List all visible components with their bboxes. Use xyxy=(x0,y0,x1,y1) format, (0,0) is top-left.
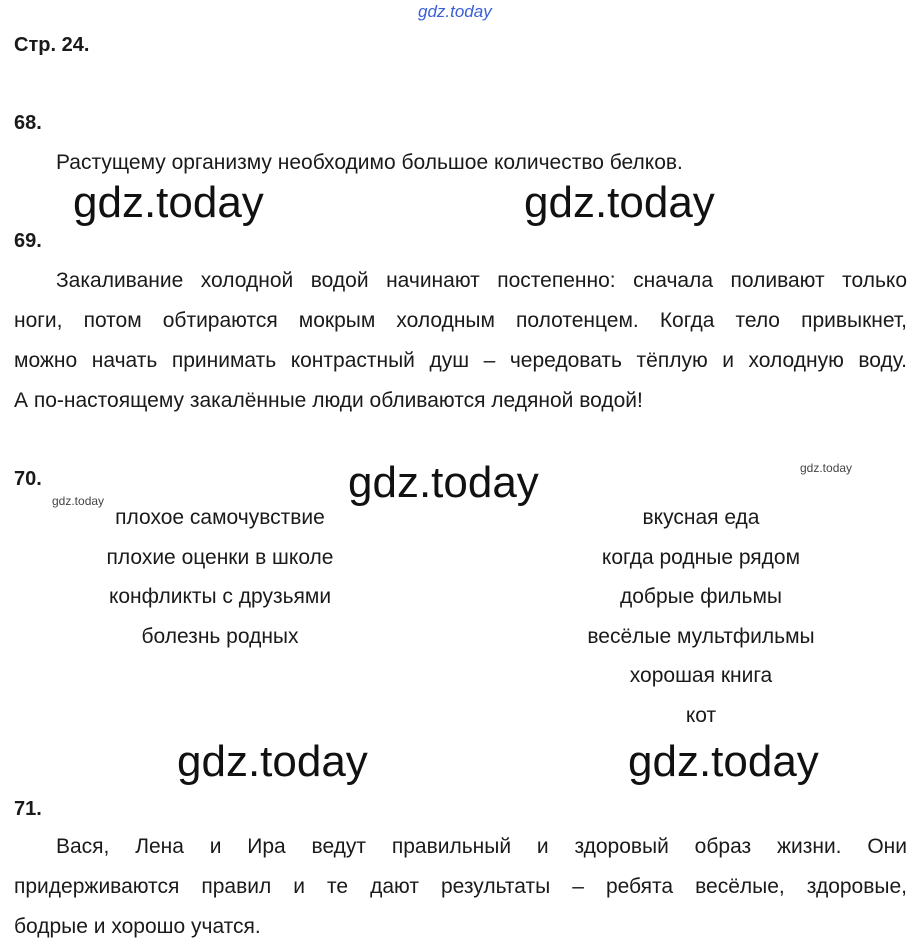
list-item: болезнь родных xyxy=(141,624,299,648)
list-item: весёлые мультфильмы xyxy=(587,624,815,648)
watermark-top: gdz.today xyxy=(418,2,492,21)
task-69-line: Закаливание холодной водой начинают постепенно: сначала поливают только xyxy=(56,269,907,292)
watermark-large: gdz.today xyxy=(348,458,539,507)
task-68-number: 68. xyxy=(14,112,42,134)
list-item: добрые фильмы xyxy=(620,585,782,609)
list-item: плохие оценки в школе xyxy=(106,545,334,569)
watermark-large: gdz.today xyxy=(73,178,264,227)
task-70-right-column xyxy=(521,498,881,736)
list-item: вкусная еда xyxy=(642,506,760,529)
watermark-large: gdz.today xyxy=(524,178,715,227)
list-item: хорошая книга xyxy=(629,664,773,688)
task-69-line: А по-настоящему закалённые люди обливаются ледяной водой! xyxy=(14,389,643,412)
task-71-number: 71. xyxy=(14,798,42,820)
task-71-text xyxy=(14,827,907,947)
list-item: когда родные рядом xyxy=(601,545,801,569)
list-item: плохое самочувствие xyxy=(115,506,325,529)
task-71-line: бодрые и хорошо учатся. xyxy=(14,915,261,938)
watermark-small: gdz.today xyxy=(52,494,105,508)
task-71-line: Вася, Лена и Ира ведут правильный и здоровый образ жизни. Они xyxy=(56,835,907,858)
task-71-line: придерживаются правил и те дают результаты – ребята весёлые, здоровые, xyxy=(14,875,907,898)
watermark-small: gdz.today xyxy=(800,461,853,475)
task-69-text xyxy=(14,261,907,421)
page-title: Стр. 24. xyxy=(14,34,90,56)
task-68-line: Растущему организму необходимо большое количество белков. xyxy=(56,151,683,174)
task-70-left-column xyxy=(40,498,400,656)
watermark-large: gdz.today xyxy=(628,737,819,786)
task-69-line: ноги, потом обтираются мокрым холодным полотенцем. Когда тело привыкнет, xyxy=(14,309,907,332)
task-70-number: 70. xyxy=(14,468,42,490)
watermark-large: gdz.today xyxy=(177,737,368,786)
task-69-line: можно начать принимать контрастный душ – чередовать тёплую и холодную воду. xyxy=(14,349,907,372)
task-69-number: 69. xyxy=(14,230,42,252)
list-item: кот xyxy=(685,703,717,727)
list-item: конфликты с друзьями xyxy=(108,585,332,609)
task-68-text xyxy=(14,143,907,183)
